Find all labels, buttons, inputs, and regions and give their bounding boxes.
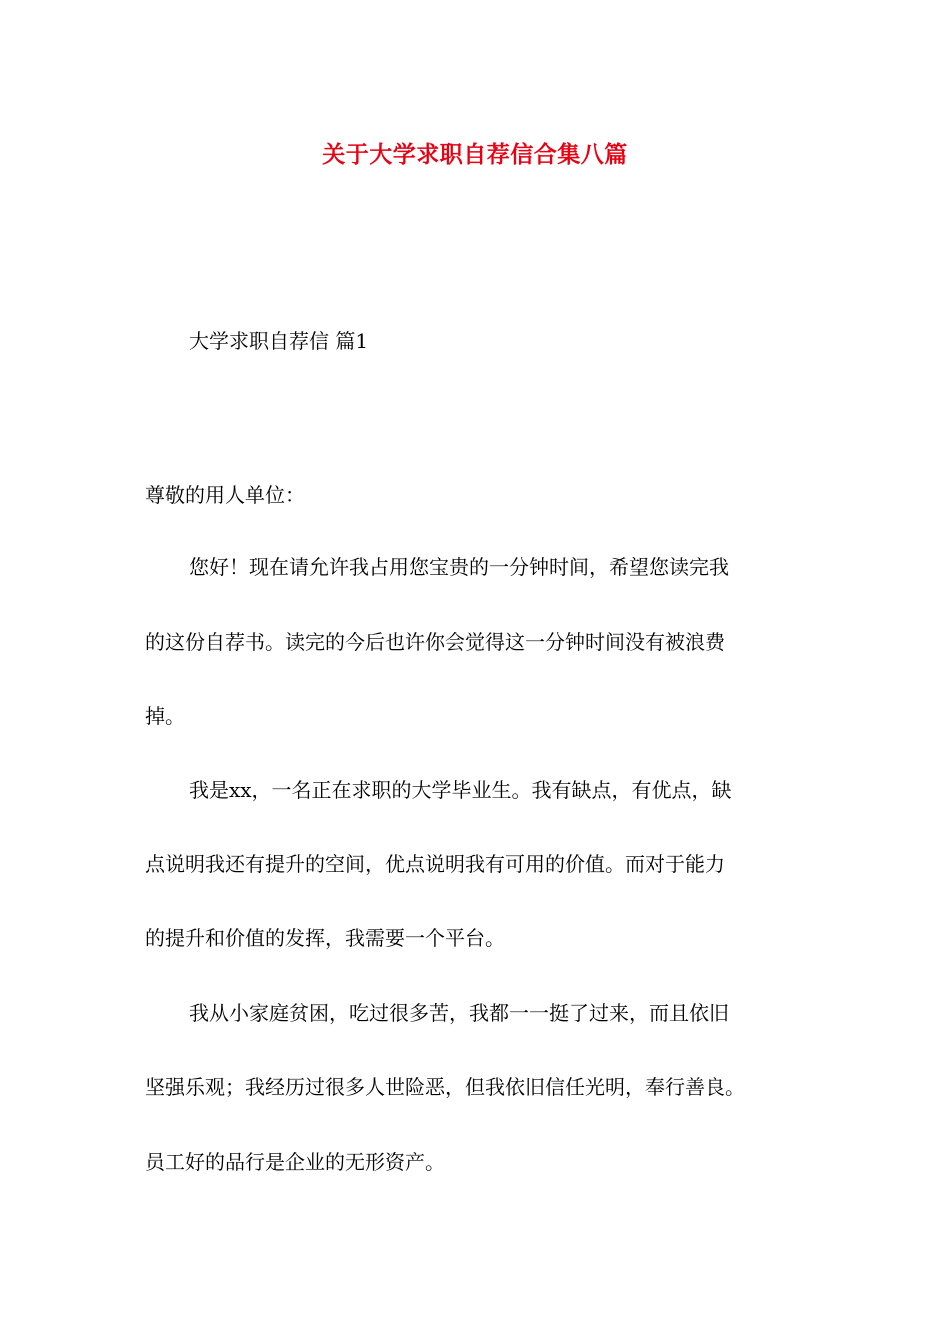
paragraph-line: 我是xx，一名正在求职的大学毕业生。我有缺点，有优点，缺	[189, 778, 732, 802]
paragraph-line: 您好！现在请允许我占用您宝贵的一分钟时间，希望您读完我	[189, 555, 729, 579]
paragraph-line: 的提升和价值的发挥，我需要一个平台。	[145, 926, 505, 950]
paragraph-line: 点说明我还有提升的空间，优点说明我有可用的价值。而对于能力	[145, 852, 725, 876]
section-heading: 大学求职自荐信 篇1	[189, 329, 369, 353]
paragraph-line: 我从小家庭贫困，吃过很多苦，我都一一挺了过来，而且依旧	[189, 1001, 729, 1025]
paragraph-line: 掉。	[145, 704, 185, 728]
document-title: 关于大学求职自荐信合集八篇	[322, 141, 628, 168]
salutation: 尊敬的用人单位：	[145, 483, 305, 507]
paragraph-line: 员工好的品行是企业的无形资产。	[145, 1150, 445, 1174]
paragraph-line: 的这份自荐书。读完的今后也许你会觉得这一分钟时间没有被浪费	[145, 630, 725, 654]
paragraph-line: 坚强乐观；我经历过很多人世险恶，但我依旧信任光明，奉行善良。	[145, 1075, 745, 1099]
